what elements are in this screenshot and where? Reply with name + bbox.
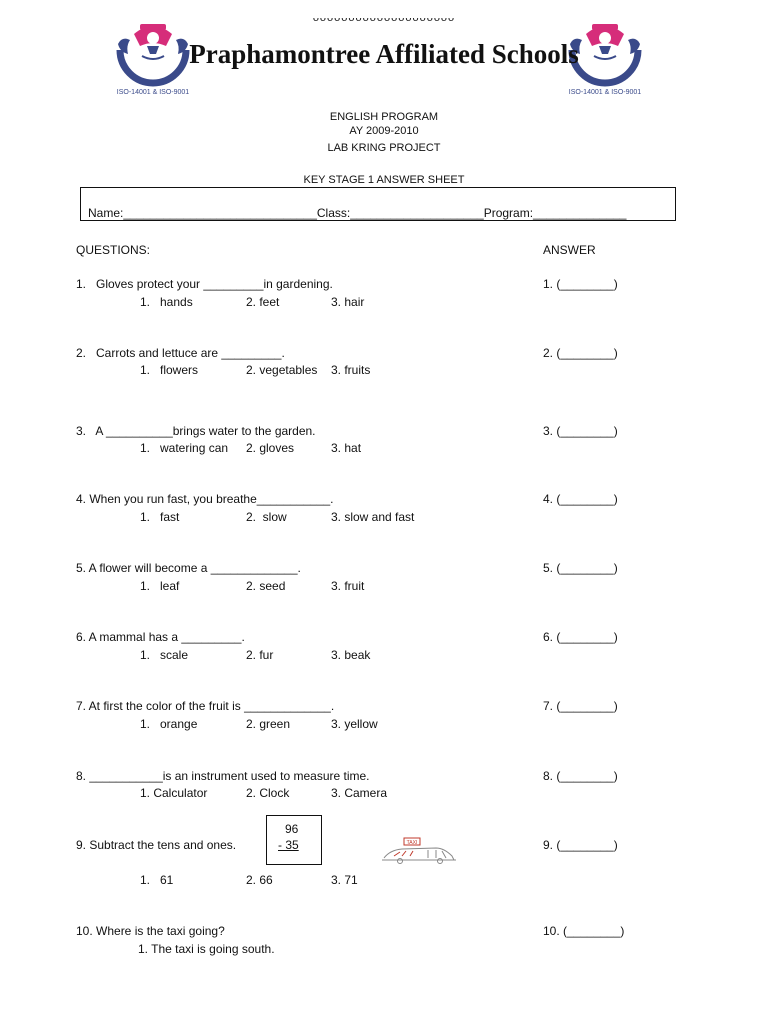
option-6-2: 2. fur [246,648,274,662]
subtraction-box [266,815,322,865]
answer-blank-10[interactable]: 10. (________) [543,924,625,938]
option-8-2: 2. Clock [246,786,290,800]
option-9-3: 3. 71 [331,873,358,887]
question-4: 4. When you run fast, you breathe___________. [76,492,334,506]
student-info-fields[interactable]: Name:_____________________________Class:____________________Program:______________ [88,206,627,220]
option-4-3: 3. slow and fast [331,510,415,524]
option-6-1: 1. scale [140,648,189,662]
academic-year: AY 2009-2010 [349,125,419,137]
option-9-2: 2. 66 [246,873,273,887]
answer-blank-9[interactable]: 9. (________) [543,838,618,852]
option-3-3: 3. hat [331,441,362,455]
subtraction-top: 96 [285,822,299,836]
option-4-1: 1. fast [140,510,180,524]
question-1: 1. Gloves protect your _________in gardening. [76,277,333,291]
option-10-1: 1. The taxi is going south. [138,942,275,956]
answer-blank-2[interactable]: 2. (________) [543,346,618,360]
option-1-2: 2. feet [246,295,280,309]
questions-heading: QUESTIONS: [76,243,151,257]
answer-blank-5[interactable]: 5. (________) [543,561,618,575]
svg-text:ISO-14001 & ISO-9001: ISO-14001 & ISO-9001 [116,89,190,96]
answer-blank-8[interactable]: 8. (________) [543,769,618,783]
option-5-3: 3. fruit [331,579,365,593]
svg-text:ISO-14001 & ISO-9001: ISO-14001 & ISO-9001 [568,89,642,96]
answer-blank-7[interactable]: 7. (________) [543,699,618,713]
question-8: 8. ___________is an instrument used to measure time. [76,769,370,783]
question-2: 2. Carrots and lettuce are _________. [76,346,285,360]
question-5: 5. A flower will become a _____________. [76,561,301,575]
answer-blank-1[interactable]: 1. (________) [543,277,618,291]
sheet-title: KEY STAGE 1 ANSWER SHEET [303,174,465,186]
question-3: 3. A __________brings water to the garden. [76,424,316,438]
project-label: LAB KRING PROJECT [327,142,441,154]
option-7-1: 1. orange [140,717,198,731]
header-top-text: ᴗᴗᴗᴗᴗᴗᴗᴗᴗᴗᴗᴗᴗᴗᴗᴗᴗᴗᴗᴗ [312,12,456,24]
option-2-1: 1. flowers [140,363,199,377]
option-2-2: 2. vegetables [246,363,318,377]
answer-blank-3[interactable]: 3. (________) [543,424,618,438]
taxi-sign: TAXI [406,840,418,846]
option-8-1: 1. Calculator [140,786,208,800]
option-3-1: 1. watering can [140,441,229,455]
answer-blank-6[interactable]: 6. (________) [543,630,618,644]
option-5-1: 1. leaf [140,579,180,593]
question-6: 6. A mammal has a _________. [76,630,245,644]
option-6-3: 3. beak [331,648,371,662]
option-8-3: 3. Camera [331,786,388,800]
option-4-2: 2. slow [246,510,287,524]
subtraction-bottom: - 35 [278,838,299,852]
option-7-2: 2. green [246,717,291,731]
answer-heading: ANSWER [543,243,596,257]
answer-blank-4[interactable]: 4. (________) [543,492,618,506]
question-10: 10. Where is the taxi going? [76,924,225,938]
program-label: ENGLISH PROGRAM [329,111,439,123]
option-7-3: 3. yellow [331,717,378,731]
option-2-3: 3. fruits [331,363,371,377]
option-5-2: 2. seed [246,579,286,593]
taxi-icon [380,836,458,866]
option-1-3: 3. hair [331,295,365,309]
question-7: 7. At first the color of the fruit is _____________. [76,699,335,713]
option-3-2: 2. gloves [246,441,295,455]
school-title: Praphamontree Affiliated Schools [189,39,579,69]
option-9-1: 1. 61 [140,873,174,887]
question-9: 9. Subtract the tens and ones. [76,838,237,852]
option-1-1: 1. hands [140,295,193,309]
